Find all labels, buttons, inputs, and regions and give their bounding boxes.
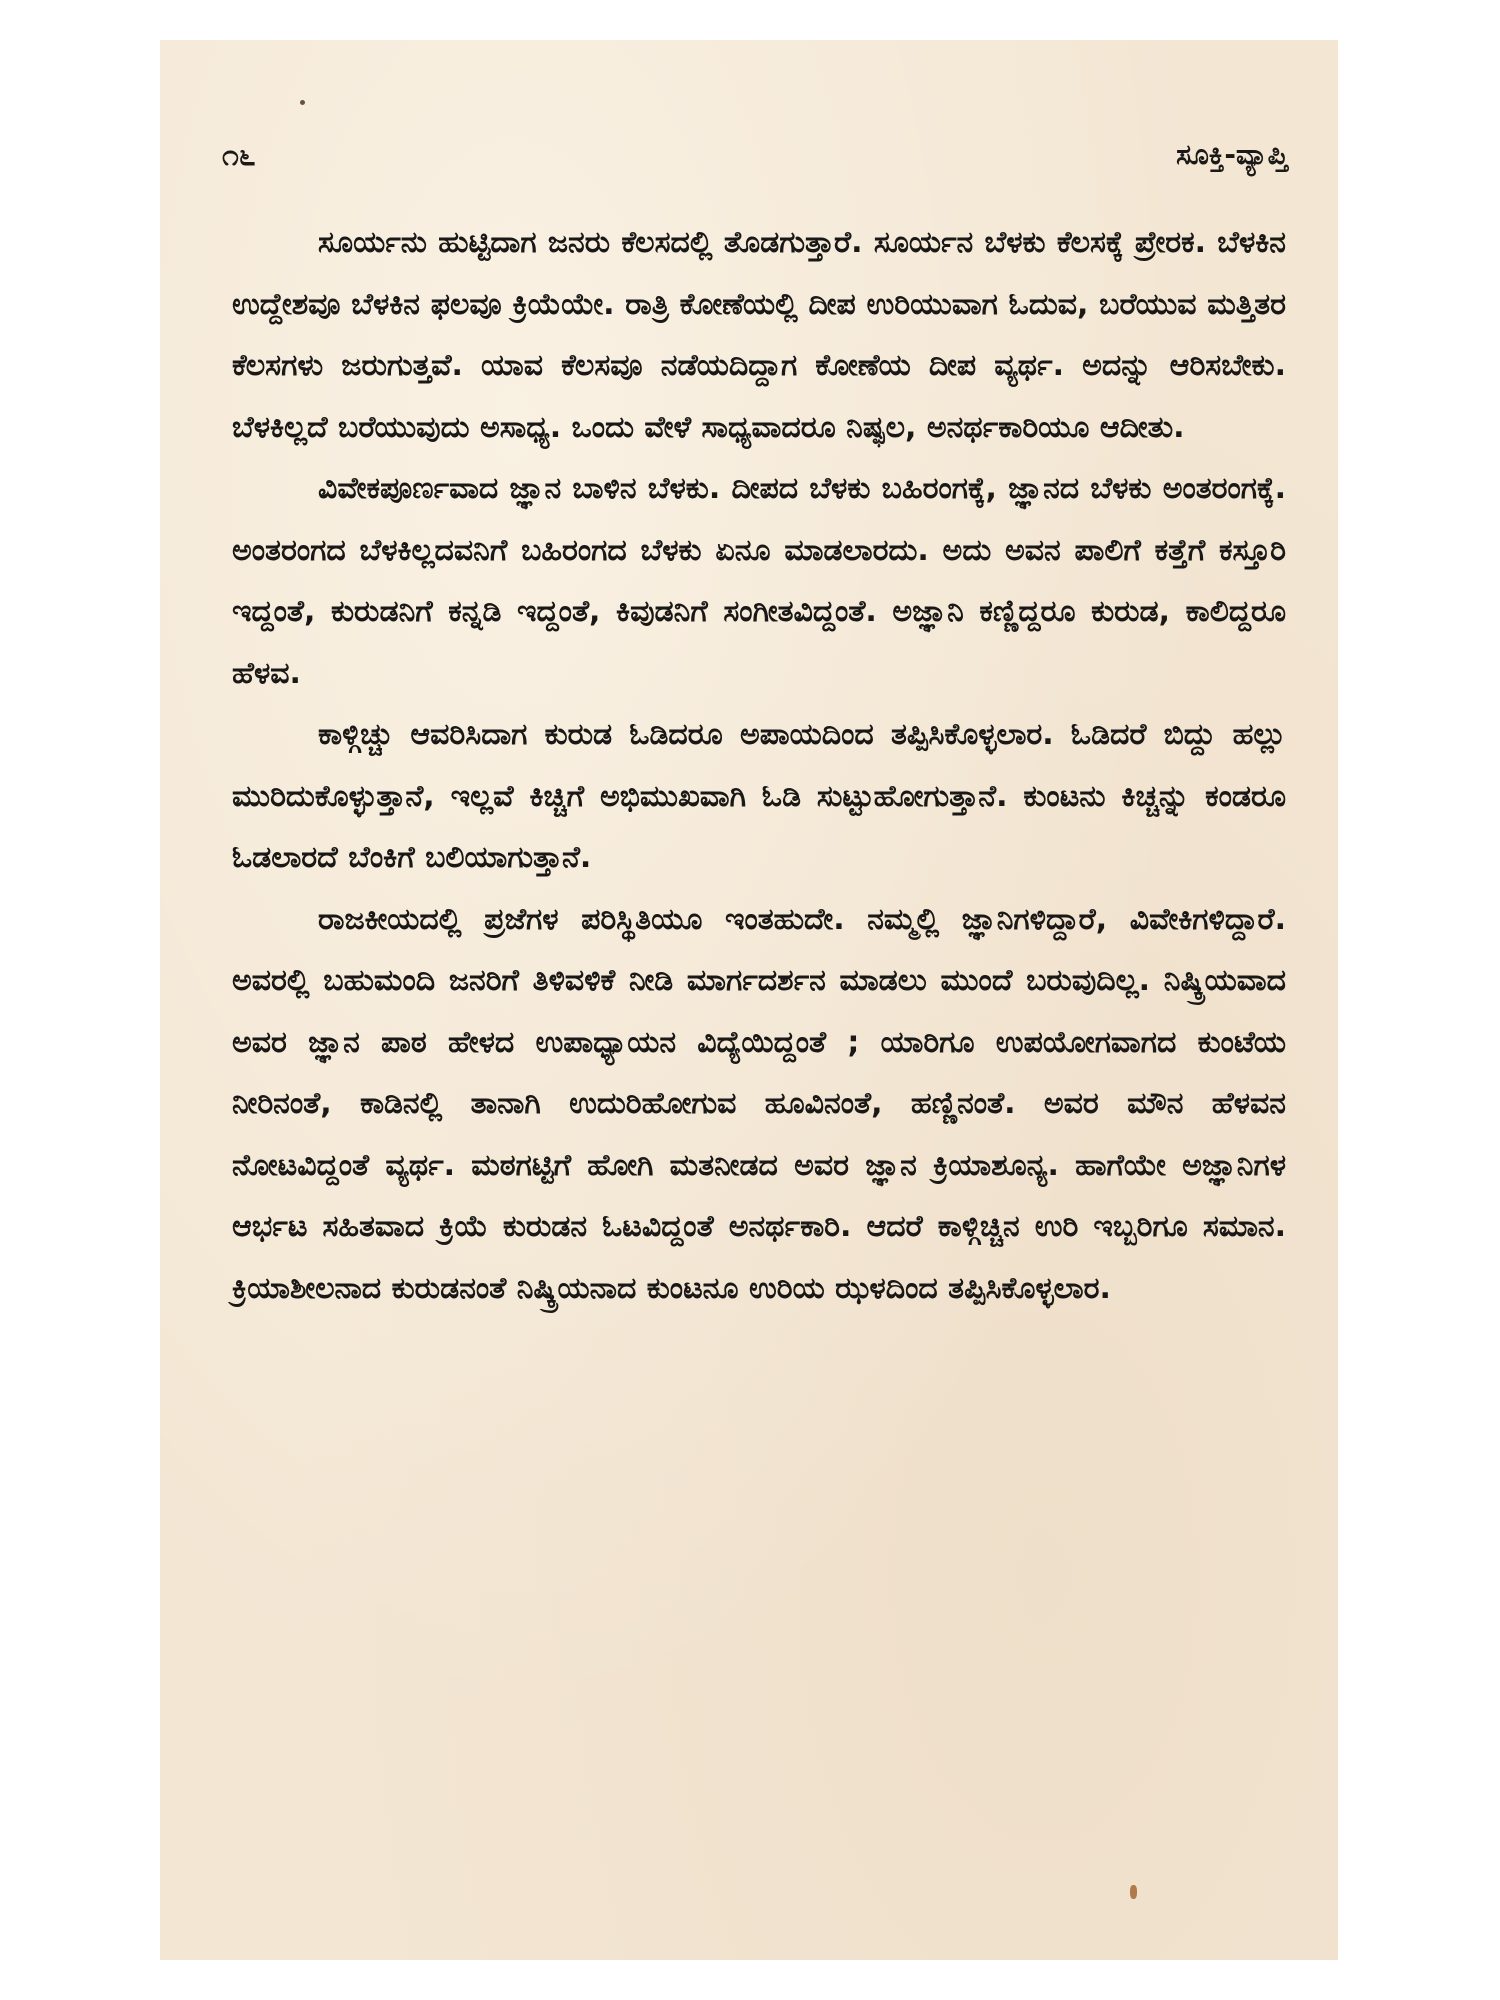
paragraph-4: ರಾಜಕೀಯದಲ್ಲಿ ಪ್ರಜೆಗಳ ಪರಿಸ್ಥಿತಿಯೂ ಇಂತಹುದೇ. ನಮ್ಮಲ್ಲಿ ಜ್ಞಾನಿಗಳಿದ್ದಾರೆ, ವಿವೇಕಿಗಳಿದ್ದಾರೆ. ಅವರಲ್ಲಿ ಬಹುಮಂದಿ ಜನರಿಗೆ ತಿಳಿವಳಿಕೆ ನೀಡಿ ಮಾರ್ಗದರ್ಶನ ಮಾಡಲು ಮುಂದೆ ಬರುವುದಿಲ್ಲ. ನಿಷ್ಕ್ರಿಯವಾದ ಅವರ ಜ್ಞಾನ ಪಾಠ ಹೇಳದ ಉಪಾಧ್ಯಾಯನ ವಿದ್ಯೆಯಿದ್ದಂತೆ ; ಯಾರಿಗೂ ಉಪಯೋಗವಾಗದ ಕುಂಟೆಯ ನೀರಿನಂತೆ, ಕಾಡಿನಲ್ಲಿ ತಾನಾಗಿ ಉದುರಿಹೋಗುವ ಹೂವಿನಂತೆ, ಹಣ್ಣಿನಂತೆ. ಅವರ ಮೌನ ಹೆಳವನ ನೋಟವಿದ್ದಂತೆ ವ್ಯರ್ಥ. ಮಠಗಟ್ಟಿಗೆ ಹೋಗಿ ಮತನೀಡದ ಅವರ ಜ್ಞಾನ ಕ್ರಿಯಾಶೂನ್ಯ. ಹಾಗೆಯೇ ಅಜ್ಞಾನಿಗಳ ಆರ್ಭಟ ಸಹಿತವಾದ ಕ್ರಿಯೆ ಕುರುಡನ ಓಟವಿದ್ದಂತೆ ಅನರ್ಥಕಾರಿ. ಆದರೆ ಕಾಳ್ಗಿಚ್ಚಿನ ಉರಿ ಇಬ್ಬರಿಗೂ ಸಮಾನ. ಕ್ರಿಯಾಶೀಲನಾದ ಕುರುಡನಂತೆ ನಿಷ್ಕ್ರಿಯನಾದ ಕುಂಟನೂ ಉರಿಯ ಝಳದಿಂದ ತಪ್ಪಿಸಿಕೊಳ್ಳಲಾರ. — [232, 901, 1286, 1306]
page-number: ೧೬ — [222, 138, 256, 173]
body-text — [232, 212, 1286, 1319]
paragraph-2: ವಿವೇಕಪೂರ್ಣವಾದ ಜ್ಞಾನ ಬಾಳಿನ ಬೆಳಕು. ದೀಪದ ಬೆಳಕು ಬಹಿರಂಗಕ್ಕೆ, ಜ್ಞಾನದ ಬೆಳಕು ಅಂತರಂಗಕ್ಕೆ. ಅಂತರಂಗದ ಬೆಳಕಿಲ್ಲದವನಿಗೆ ಬಹಿರಂಗದ ಬೆಳಕು ಏನೂ ಮಾಡಲಾರದು. ಅದು ಅವನ ಪಾಲಿಗೆ ಕತ್ತೆಗೆ ಕಸ್ತೂರಿ ಇದ್ದಂತೆ, ಕುರುಡನಿಗೆ ಕನ್ನಡಿ ಇದ್ದಂತೆ, ಕಿವುಡನಿಗೆ ಸಂಗೀತವಿದ್ದಂತೆ. ಅಜ್ಞಾನಿ ಕಣ್ಣಿದ್ದರೂ ಕುರುಡ, ಕಾಲಿದ್ದರೂ ಹೆಳವ. — [232, 471, 1286, 691]
ink-dot-mark — [300, 100, 305, 105]
paper-stain-mark — [1130, 1885, 1137, 1899]
page-header — [222, 138, 1288, 182]
running-title: ಸೂಕ್ತಿ-ವ್ಯಾಪ್ತಿ — [1176, 138, 1288, 171]
paragraph-3: ಕಾಳ್ಗಿಚ್ಚು ಆವರಿಸಿದಾಗ ಕುರುಡ ಓಡಿದರೂ ಅಪಾಯದಿಂದ ತಪ್ಪಿಸಿಕೊಳ್ಳಲಾರ. ಓಡಿದರೆ ಬಿದ್ದು ಹಲ್ಲು ಮುರಿದುಕೊಳ್ಳುತ್ತಾನೆ, ಇಲ್ಲವೆ ಕಿಚ್ಚಿಗೆ ಅಭಿಮುಖವಾಗಿ ಓಡಿ ಸುಟ್ಟುಹೋಗುತ್ತಾನೆ. ಕುಂಟನು ಕಿಚ್ಚನ್ನು ಕಂಡರೂ ಓಡಲಾರದೆ ಬೆಂಕಿಗೆ ಬಲಿಯಾಗುತ್ತಾನೆ. — [232, 717, 1286, 875]
book-page — [160, 40, 1338, 1960]
paragraph-1: ಸೂರ್ಯನು ಹುಟ್ಟಿದಾಗ ಜನರು ಕೆಲಸದಲ್ಲಿ ತೊಡಗುತ್ತಾರೆ. ಸೂರ್ಯನ ಬೆಳಕು ಕೆಲಸಕ್ಕೆ ಪ್ರೇರಕ. ಬೆಳಕಿನ ಉದ್ದೇಶವೂ ಬೆಳಕಿನ ಫಲವೂ ಕ್ರಿಯೆಯೇ. ರಾತ್ರಿ ಕೋಣೆಯಲ್ಲಿ ದೀಪ ಉರಿಯುವಾಗ ಓದುವ, ಬರೆಯುವ ಮತ್ತಿತರ ಕೆಲಸಗಳು ಜರುಗುತ್ತವೆ. ಯಾವ ಕೆಲಸವೂ ನಡೆಯದಿದ್ದಾಗ ಕೋಣೆಯ ದೀಪ ವ್ಯರ್ಥ. ಅದನ್ನು ಆರಿಸಬೇಕು. ಬೆಳಕಿಲ್ಲದೆ ಬರೆಯುವುದು ಅಸಾಧ್ಯ. ಒಂದು ವೇಳೆ ಸಾಧ್ಯವಾದರೂ ನಿಷ್ಫಲ, ಅನರ್ಥಕಾರಿಯೂ ಆದೀತು. — [232, 225, 1286, 445]
